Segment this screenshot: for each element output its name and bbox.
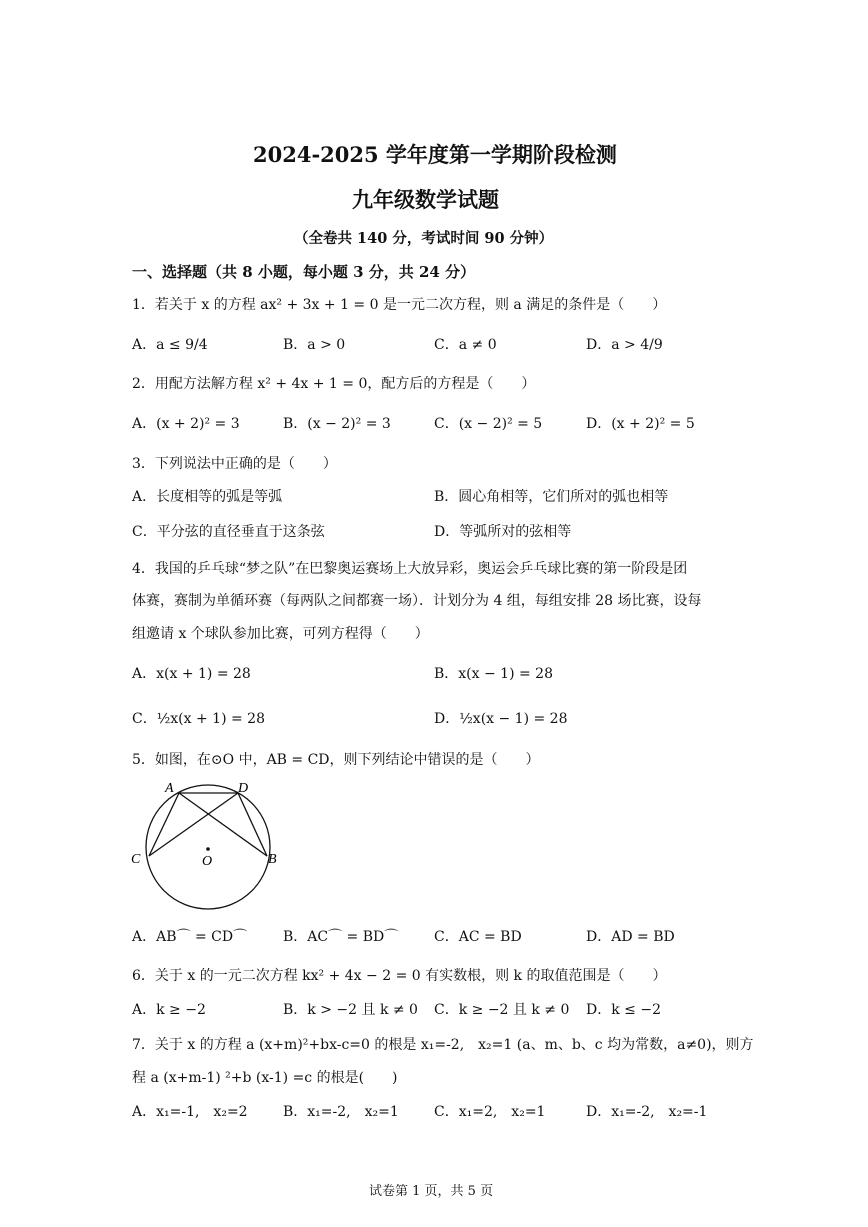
question-3: 3．下列说法中正确的是（ ） (132, 456, 337, 472)
label-a: A (165, 781, 174, 796)
question-2: 2．用配方法解方程 x² + 4x + 1 = 0，配方后的方程是（ ） (132, 376, 536, 392)
q1-option-c: C．a ≠ 0 (434, 337, 497, 353)
q1-option-a: A．a ≤ 9/4 (132, 337, 208, 353)
q3-option-c: C．平分弦的直径垂直于这条弦 (132, 524, 325, 540)
question-4-line-3: 组邀请 x 个球队参加比赛，可列方程得（ ） (132, 626, 429, 642)
q5-option-b: B．AC⌒ = BD⌒ (283, 929, 399, 945)
exam-info: （全卷共 140 分，考试时间 90 分钟） (294, 230, 554, 247)
q2-option-a: A．(x + 2)² = 3 (132, 416, 240, 432)
question-7-line-1: 7．关于 x 的方程 a (x+m)²+bx-c=0 的根是 x₁=-2, x₂=1 (a、m、b、c 均为常数，a≠0)，则方 (132, 1037, 754, 1053)
label-b: B (268, 852, 277, 867)
q4-option-d: D．½x(x − 1) = 28 (434, 711, 568, 727)
q6-option-c: C．k ≥ −2 且 k ≠ 0 (434, 1002, 570, 1018)
q2-option-b: B．(x − 2)² = 3 (283, 416, 391, 432)
q2-option-d: D．(x + 2)² = 5 (586, 416, 695, 432)
q7-option-a: A．x₁=-1, x₂=2 (132, 1104, 248, 1120)
q7-option-b: B．x₁=-2, x₂=1 (283, 1104, 399, 1120)
q6-option-b: B．k > −2 且 k ≠ 0 (283, 1002, 418, 1018)
q3-option-a: A．长度相等的弧是等弧 (132, 489, 283, 505)
q3-option-b: B．圆心角相等，它们所对的弧也相等 (434, 489, 669, 505)
q3-option-d: D．等弧所对的弦相等 (434, 524, 572, 540)
q1-option-d: D．a > 4/9 (586, 337, 663, 353)
section-heading: 一、选择题（共 8 小题，每小题 3 分，共 24 分） (132, 263, 476, 281)
exam-title: 2024-2025 学年度第一学期阶段检测 (253, 142, 617, 167)
chord-bd (238, 793, 267, 856)
chord-cd (149, 793, 238, 856)
q4-option-c: C．½x(x + 1) = 28 (132, 711, 265, 727)
q7-option-d: D．x₁=-2, x₂=-1 (586, 1104, 708, 1120)
circle-figure (125, 772, 290, 917)
q5-option-a: A．AB⌒ = CD⌒ (132, 929, 248, 945)
question-5: 5．如图，在⊙O 中，AB = CD，则下列结论中错误的是（ ） (132, 752, 540, 768)
q7-option-c: C．x₁=2, x₂=1 (434, 1104, 546, 1120)
question-6: 6．关于 x 的一元二次方程 kx² + 4x − 2 = 0 有实数根，则 k 的取值范围是（ ） (132, 968, 667, 984)
q5-option-c: C．AC = BD (434, 929, 522, 945)
q4-option-b: B．x(x − 1) = 28 (434, 666, 553, 682)
q5-option-d: D．AD = BD (586, 929, 675, 945)
question-7-line-2: 程 a (x+m-1) ²+b (x-1) =c 的根是( ) (132, 1070, 398, 1086)
exam-subtitle: 九年级数学试题 (352, 187, 499, 212)
circle-o (146, 785, 270, 909)
question-4-line-1: 4．我国的乒乓球“梦之队”在巴黎奥运赛场上大放异彩，奥运会乒乓球比赛的第一阶段是团 (132, 561, 688, 577)
q6-option-a: A．k ≥ −2 (132, 1002, 206, 1018)
page-footer: 试卷第 1 页，共 5 页 (369, 1184, 494, 1199)
center-point (206, 847, 210, 851)
q4-option-a: A．x(x + 1) = 28 (132, 666, 251, 682)
q1-option-b: B．a > 0 (283, 337, 346, 353)
label-o: O (202, 854, 213, 869)
chord-ab (179, 793, 267, 856)
label-d: D (238, 781, 249, 796)
question-1: 1．若关于 x 的方程 ax² + 3x + 1 = 0 是一元二次方程，则 a 满足的条件是（ ） (132, 297, 667, 313)
q2-option-c: C．(x − 2)² = 5 (434, 416, 543, 432)
q6-option-d: D．k ≤ −2 (586, 1002, 661, 1018)
question-4-line-2: 体赛，赛制为单循环赛（每两队之间都赛一场）．计划分为 4 组，每组安排 28 场比赛，设每 (132, 593, 702, 609)
label-c: C (131, 852, 141, 867)
